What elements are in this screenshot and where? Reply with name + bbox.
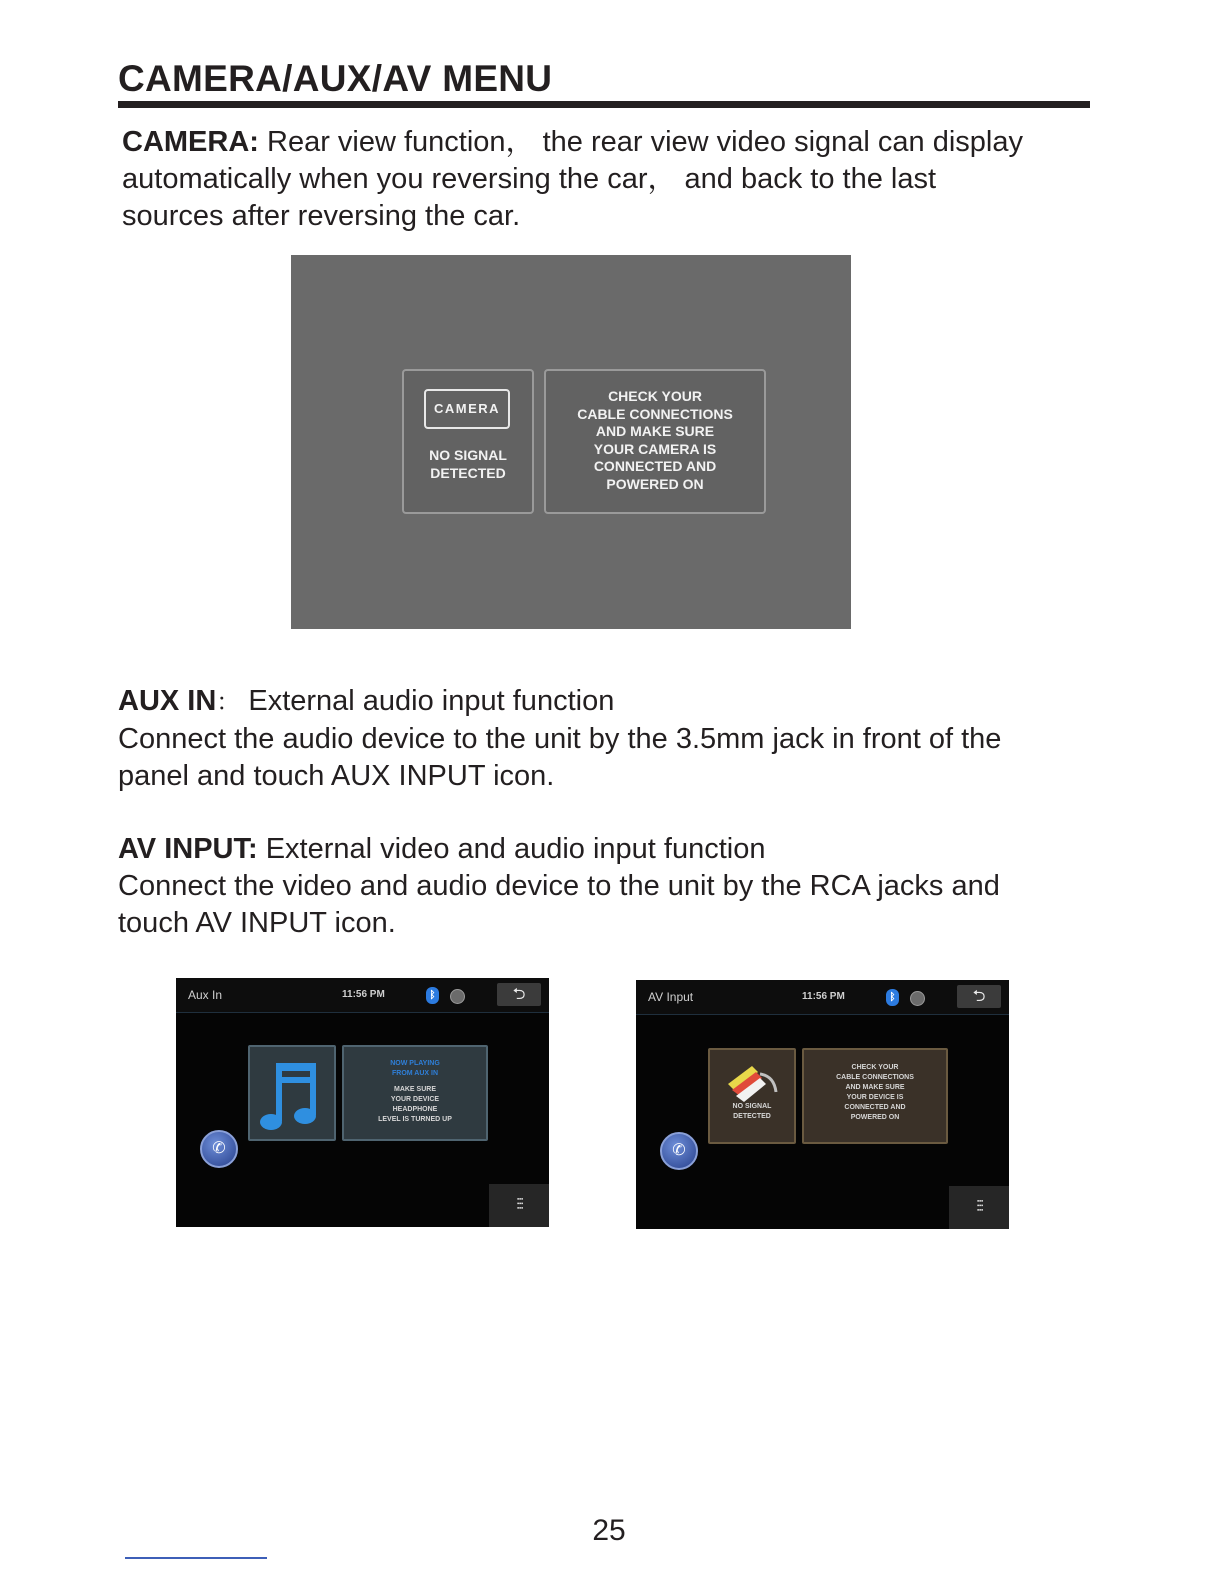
av-message-tile [802,1048,948,1144]
aux-line-1: AUX IN： External audio input function [118,685,615,717]
aux-label: AUX IN [118,685,217,717]
camera-paragraph [122,124,1102,235]
bluetooth-icon[interactable]: ᛒ [426,987,439,1004]
camera-message-panel [544,369,766,514]
camera-label: CAMERA: [122,126,259,158]
no-signal-text: NO SIGNAL DETECTED [429,447,507,481]
aux-line-3: panel and touch AUX INPUT icon. [118,760,555,792]
equalizer-button[interactable]: ⫶⫶⫶ [949,1186,1009,1229]
phone-icon[interactable]: ✆ [660,1132,698,1170]
rca-cable-tile[interactable] [708,1048,796,1144]
page-heading: CAMERA/AUX/AV MENU [118,58,553,99]
phone-icon[interactable]: ✆ [200,1130,238,1168]
av-input-screen [636,980,1009,1229]
back-button[interactable]: ⮌ [497,983,541,1006]
status-dot-icon [450,989,465,1004]
av-message: CHECK YOUR CABLE CONNECTIONS AND MAKE SURE YOUR DEVICE IS CONNECTED AND POWERED ON [836,1064,914,1121]
camera-line-3: sources after reversing the car. [122,200,521,232]
av-screen-title: AV Input [648,990,694,1004]
aux-clock: 11:56 PM [342,989,385,1000]
status-dot-icon [910,991,925,1006]
camera-message: CHECK YOUR CABLE CONNECTIONS AND MAKE SURE YOUR CAMERA IS CONNECTED AND POWERED ON [577,388,733,492]
music-note-tile[interactable] [248,1045,336,1141]
camera-line-1: CAMERA: Rear view function， the rear view video signal can display [122,126,1023,158]
av-label: AV INPUT: [118,833,258,865]
av-no-signal-text: NO SIGNAL DETECTED [732,1103,772,1120]
aux-message: NOW PLAYING FROM AUX IN MAKE SURE YOUR DEVICE HEADPHONE LEVEL IS TURNED UP [378,1060,452,1123]
bluetooth-icon[interactable]: ᛒ [886,989,899,1006]
heading-rule [118,101,1090,108]
aux-in-screen [176,978,549,1227]
camera-line-2: automatically when you reversing the car， and back to the last [122,163,937,195]
aux-message-tile [342,1045,488,1141]
aux-topbar [176,978,549,1013]
footer-line [125,1557,267,1559]
av-clock: 11:56 PM [802,991,845,1002]
camera-badge: CAMERA [424,389,510,429]
page-number: 25 [592,1514,626,1547]
back-button[interactable]: ⮌ [957,985,1001,1008]
rca-cable-icon [710,1054,794,1104]
av-paragraph [118,831,1108,942]
aux-line-2: Connect the audio device to the unit by the 3.5mm jack in front of the [118,723,1002,755]
camera-status-panel [402,369,534,514]
av-line-1: AV INPUT: External video and audio input function [118,833,766,865]
av-line-3: touch AV INPUT icon. [118,907,396,939]
av-line-2: Connect the video and audio device to the unit by the RCA jacks and [118,870,1000,902]
music-note-icon [250,1047,334,1139]
equalizer-button[interactable]: ⫶⫶⫶ [489,1184,549,1227]
camera-screen [291,255,851,629]
aux-screen-title: Aux In [188,988,223,1002]
av-topbar [636,980,1009,1015]
aux-paragraph [118,683,1108,795]
